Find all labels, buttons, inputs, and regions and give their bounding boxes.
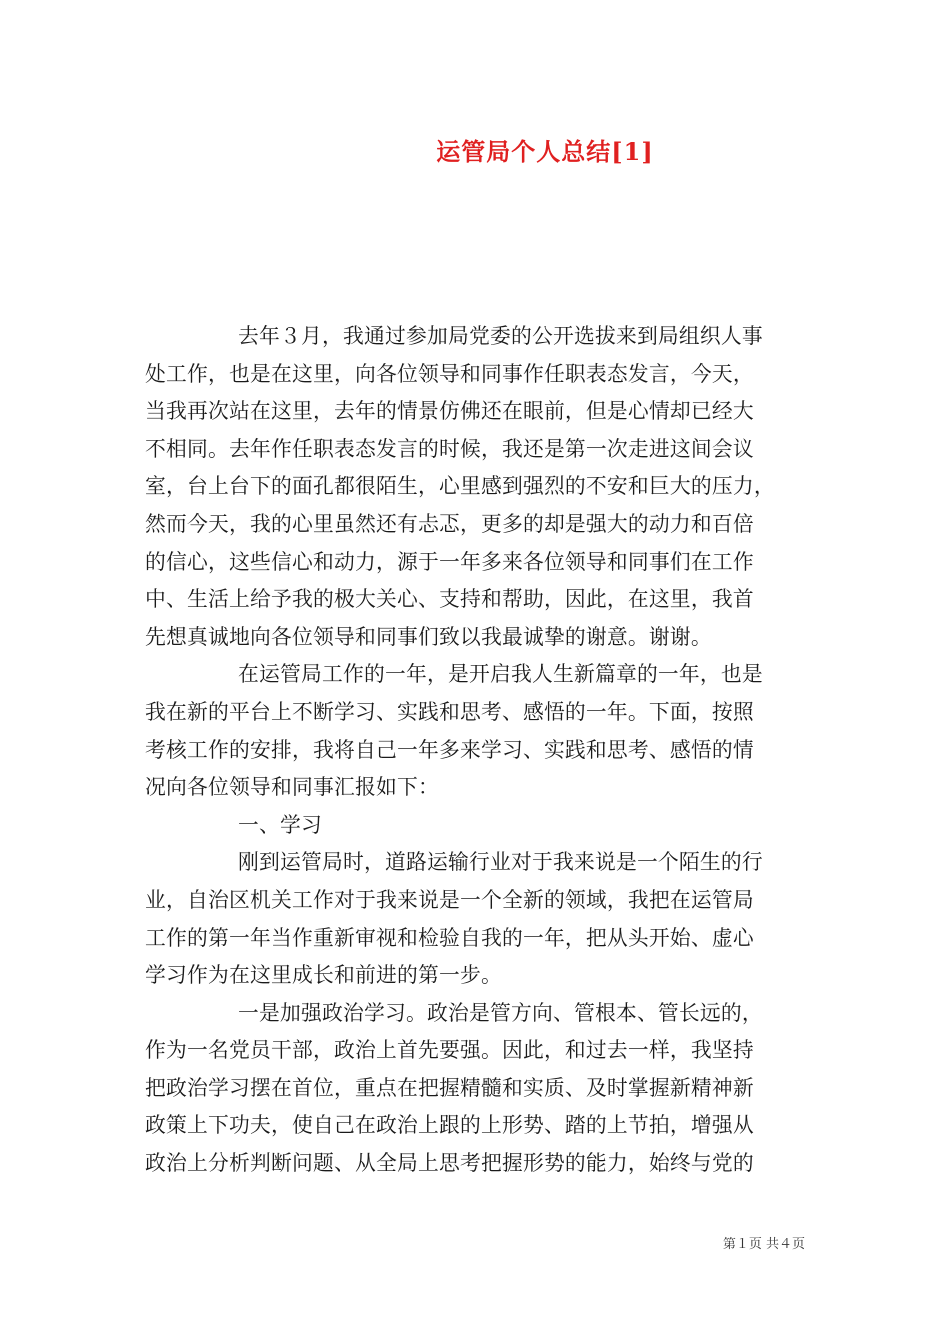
document-body (145, 318, 813, 1183)
paragraph-line: 处工作，也是在这里，向各位领导和同事作任职表态发言，今天， (145, 361, 754, 386)
paragraph-line: 况向各位领导和同事汇报如下： (145, 775, 439, 800)
paragraph-line: 政策上下功夫，使自己在政治上跟的上形势、踏的上节拍，增强从 (145, 1113, 754, 1138)
paragraph-line: 作为一名党员干部，政治上首先要强。因此，和过去一样，我坚持 (145, 1038, 754, 1063)
paragraph-line: 考核工作的安排，我将自己一年多来学习、实践和思考、感悟的情 (145, 737, 754, 762)
paragraph-line: 把政治学习摆在首位，重点在把握精髓和实质、及时掌握新精神新 (145, 1075, 754, 1100)
paragraph-line: 工作的第一年当作重新审视和检验自我的一年，把从头开始、虚心 (145, 925, 754, 950)
section-heading: 一、学习 (238, 812, 322, 837)
paragraph-line: 去年３月，我通过参加局党委的公开选拔来到局组织人事 (238, 324, 763, 348)
paragraph-line: 我在新的平台上不断学习、实践和思考、感悟的一年。下面，按照 (145, 699, 754, 724)
paragraph-line: 学习作为在这里成长和前进的第一步。 (145, 963, 502, 988)
paragraph-line: 中、生活上给予我的极大关心、支持和帮助，因此，在这里，我首 (145, 587, 754, 612)
paragraph-line: 然而今天，我的心里虽然还有忐忑，更多的却是强大的动力和百倍 (145, 511, 754, 536)
paragraph-line: 的信心，这些信心和动力，源于一年多来各位领导和同事们在工作 (145, 549, 754, 574)
paragraph-line: 先想真诚地向各位领导和同事们致以我最诚挚的谢意。谢谢。 (145, 624, 712, 649)
paragraph-line: 室，台上台下的面孔都很陌生，心里感到强烈的不安和巨大的压力， (145, 474, 775, 499)
page-number-footer: 第１页 共４页 (722, 1237, 805, 1252)
paragraph-line: 业，自治区机关工作对于我来说是一个全新的领域，我把在运管局 (145, 887, 754, 912)
paragraph-line: 一是加强政治学习。政治是管方向、管根本、管长远的， (238, 1000, 763, 1025)
paragraph-line: 在运管局工作的一年，是开启我人生新篇章的一年，也是 (238, 662, 763, 687)
paragraph-line: 不相同。去年作任职表态发言的时候，我还是第一次走进这间会议 (145, 436, 754, 461)
paragraph-line: 当我再次站在这里，去年的情景仿佛还在眼前，但是心情却已经大 (145, 399, 754, 424)
paragraph-line: 政治上分析判断问题、从全局上思考把握形势的能力，始终与党的 (145, 1151, 754, 1176)
paragraph-line: 刚到运管局时，道路运输行业对于我来说是一个陌生的行 (238, 850, 763, 875)
document-title: 运管局个人总结[1] (436, 137, 654, 166)
